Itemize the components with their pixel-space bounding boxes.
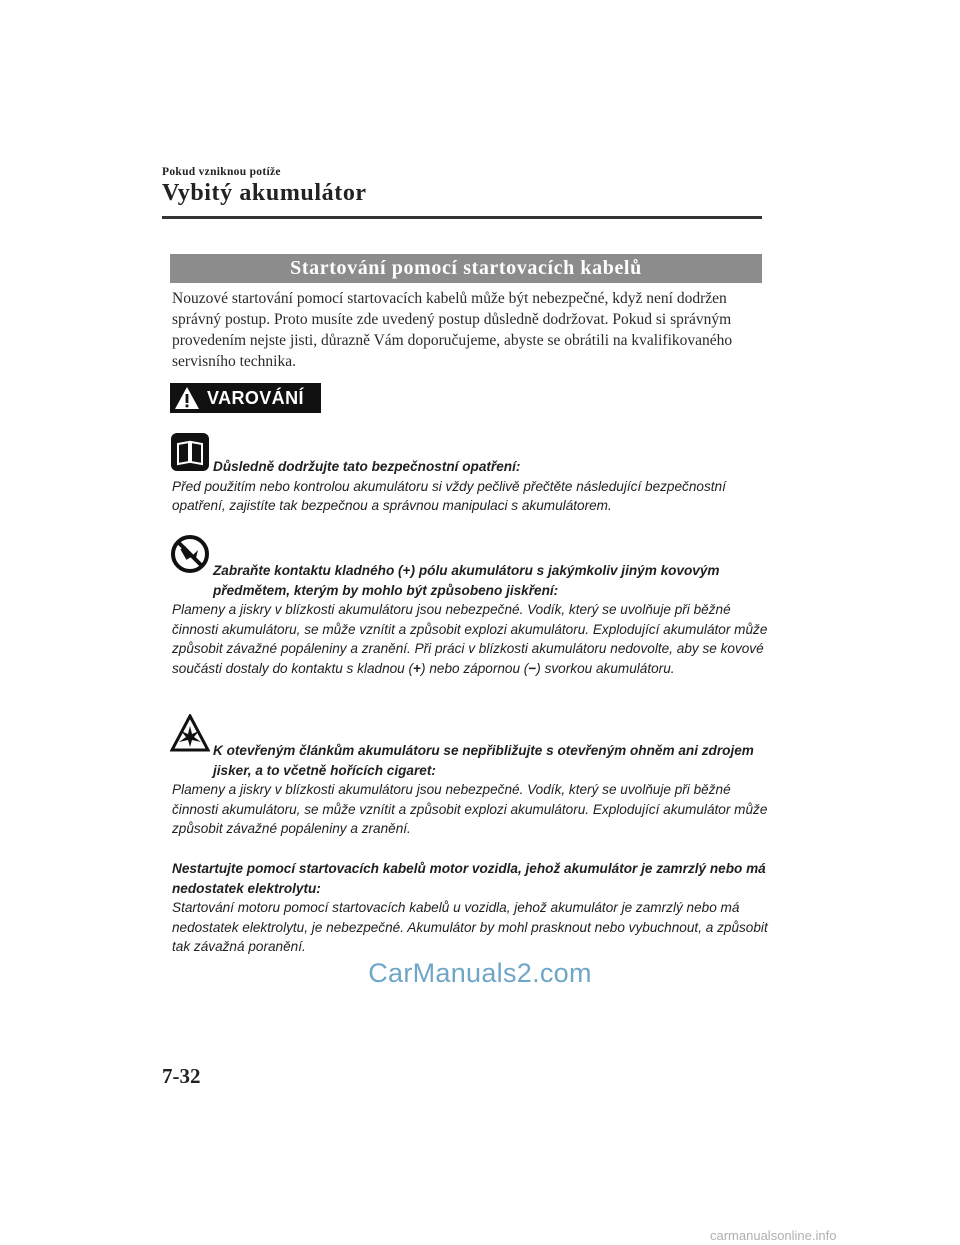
intro-paragraph: Nouzové startování pomocí startovacích kabelů může být nebezpečné, když není dodržen správný postup. Proto musíte zde uvedený postup důsledně dodržovat. Pokud si správným provedením nejste jisti, důrazně Vám doporučujeme, abyste se obrátili na kvalifikovaného servisního technika. <box>172 290 733 370</box>
item-frozen-body: Startování motoru pomocí startovacích kabelů u vozidla, jehož akumulátor je zamrzlý nebo má nedostatek elektrolytu, je nebezpečné. Akumulátor by mohl prasknout nebo vybuchnout, a způsobit tak závažná poranění. <box>172 900 768 955</box>
title-rule <box>162 216 762 219</box>
item-explosion-body: Plameny a jiskry v blízkosti akumulátoru jsou nebezpečné. Vodík, který se uvolňuje při běžné činnosti akumulátoru, se může vznítit a způsobit explozi akumulátoru. Explodující akumulátor může způsobit závažné popáleniny a zranění. <box>172 782 768 837</box>
item-short-circuit <box>172 561 768 679</box>
page-number: 7-32 <box>162 1064 201 1088</box>
item-manual-heading: Důsledně dodržujte tato bezpečnostní opatření: <box>213 459 521 474</box>
breadcrumb: Pokud vzniknou potíže <box>162 166 281 178</box>
plus-symbol: + <box>413 660 422 676</box>
item-explosion <box>172 741 768 839</box>
item-manual-body: Před použitím nebo kontrolou akumulátoru si vždy pečlivě přečtěte následující bezpečnostní opatření, zajistíte tak bezpečnou a správnou manipulaci s akumulátorem. <box>172 478 726 514</box>
section-banner: Startování pomocí startovacích kabelů <box>170 254 762 283</box>
warning-triangle-icon <box>174 386 200 410</box>
item-short-circuit-body-a: Plameny a jiskry v blízkosti akumulátoru jsou nebezpečné. Vodík, který se uvolňuje při běžné činnosti akumulátoru, se může vznítit a způsobit explozi akumulátoru. Explodující akumulátor může způsobit závažné popáleniny a zranění. Při práci v blízkosti akumulátoru nedovolte, aby se kovové součásti dostaly do kontaktu s kladnou ( <box>172 602 768 676</box>
item-explosion-heading: K otevřeným článkům akumulátoru se nepřibližujte s otevřeným ohněm ani zdrojem jisker, a to včetně hořících cigaret: <box>213 743 754 778</box>
item-short-circuit-heading-a: Zabraňte kontaktu kladného ( <box>213 563 403 578</box>
warning-badge <box>170 383 321 413</box>
minus-symbol: − <box>528 660 537 676</box>
footer-site: carmanualsonline.info <box>710 1228 837 1243</box>
item-frozen <box>172 859 768 957</box>
item-short-circuit-heading-b: ) pólu akumulátoru s jakýmkoliv jiným kovovým předmětem, kterým by mohlo být způsobeno jiskření: <box>213 563 720 598</box>
page-title: Vybitý akumulátor <box>162 180 367 206</box>
watermark: CarManuals2.com <box>368 958 592 988</box>
item-short-circuit-body-c: ) svorkou akumulátoru. <box>536 660 675 676</box>
item-frozen-heading: Nestartujte pomocí startovacích kabelů motor vozidla, jehož akumulátor je zamrzlý nebo má nedostatek elektrolytu: <box>172 861 766 896</box>
item-manual <box>172 457 768 516</box>
warning-label: VAROVÁNÍ <box>207 387 304 408</box>
plus-symbol: + <box>402 563 411 578</box>
item-short-circuit-body-b: ) nebo zápornou ( <box>421 660 529 676</box>
